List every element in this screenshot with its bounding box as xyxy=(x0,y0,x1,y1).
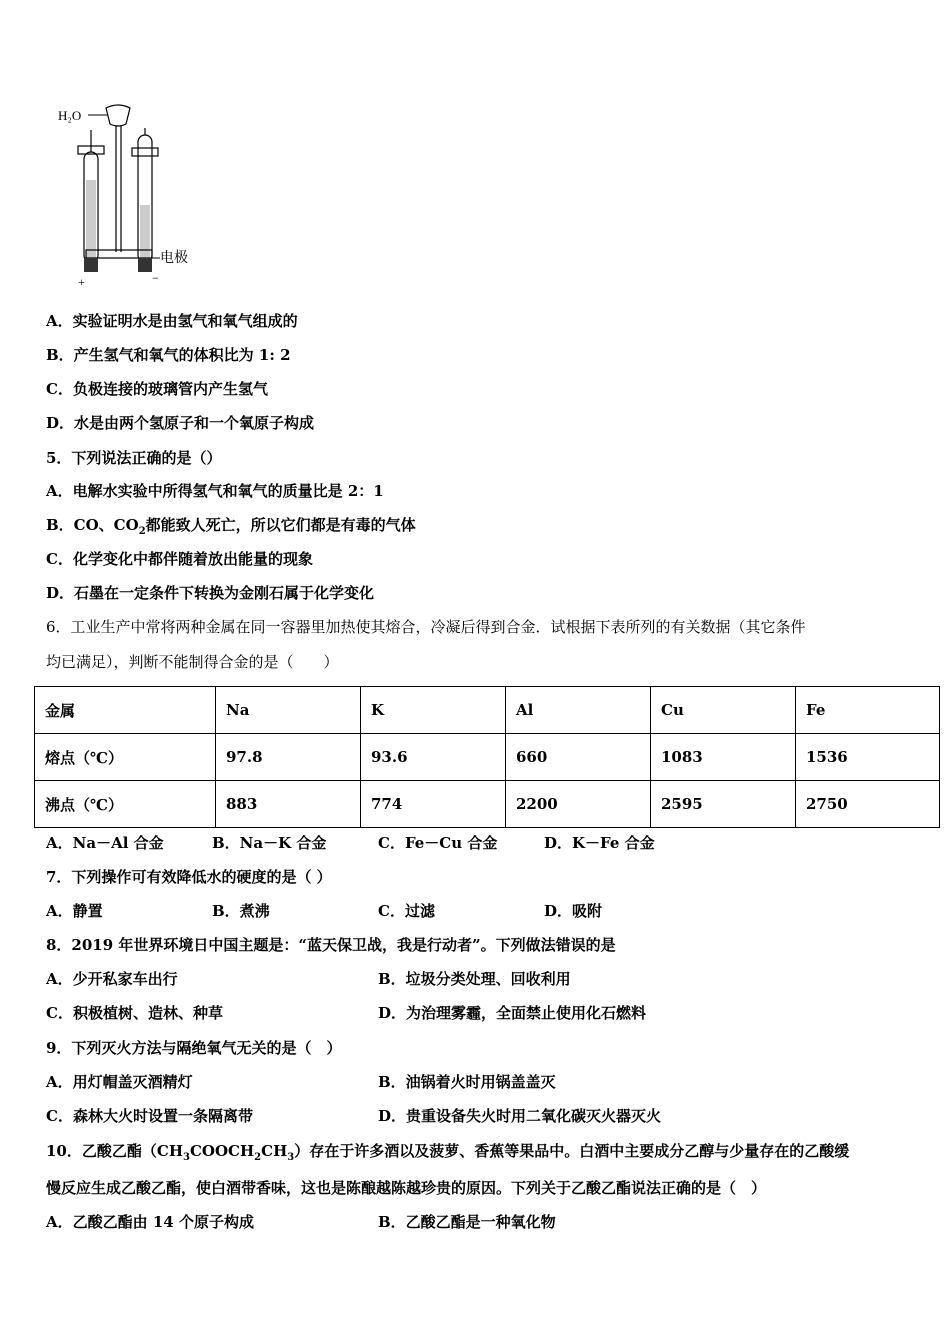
water-label: H₂O xyxy=(58,108,82,123)
table-row xyxy=(35,781,940,828)
table-cell: 774 xyxy=(361,781,506,828)
plus-label: + xyxy=(78,275,85,289)
electrolysis-apparatus-figure xyxy=(56,100,206,290)
electrode-label: 电极 xyxy=(160,250,188,266)
q7-option-c: C．过滤 xyxy=(378,902,435,920)
table-cell: 660 xyxy=(506,734,651,781)
q8-option-b: B．垃圾分类处理、回收利用 xyxy=(378,970,571,988)
q5-option-b-subscript: 2 xyxy=(138,526,146,537)
table-cell: 熔点（℃） xyxy=(35,734,216,781)
q5-option-c: C．化学变化中都伴随着放出能量的现象 xyxy=(46,550,313,568)
q9-option-c: C．森林大火时设置一条隔离带 xyxy=(46,1107,253,1125)
table-header-cell: Cu xyxy=(651,687,796,734)
table-header-cell: 金属 xyxy=(35,687,216,734)
q10-stem-line1 xyxy=(46,1141,849,1168)
q6-option-a: A．Na－Al 合金 xyxy=(46,834,164,852)
table-header-cell: Al xyxy=(506,687,651,734)
q6-options xyxy=(46,833,655,853)
table-header-cell: K xyxy=(361,687,506,734)
q5-option-b xyxy=(46,515,416,542)
q7-option-a: A．静置 xyxy=(46,902,103,920)
q10-subscript: 3 xyxy=(287,1152,295,1163)
q6-stem-line1: 6．工业生产中常将两种金属在同一容器里加热使其熔合，冷凝后得到合金．试根据下表所列的有关数据（其它条件 xyxy=(46,618,806,636)
q6-option-b: B．Na－K 合金 xyxy=(212,834,327,852)
table-header-cell: Na xyxy=(216,687,361,734)
table-cell: 1083 xyxy=(651,734,796,781)
q4-option-d: D．水是由两个氢原子和一个氧原子构成 xyxy=(46,414,315,432)
q6-option-c: C．Fe－Cu 合金 xyxy=(378,834,498,852)
q10-option-a: A．乙酸乙酯由 14 个原子构成 xyxy=(46,1213,254,1231)
q7-option-b: B．煮沸 xyxy=(212,902,270,920)
q10-stem-part-c: CH xyxy=(261,1142,288,1160)
table-cell: 93.6 xyxy=(361,734,506,781)
q4-option-b: B．产生氢气和氧气的体积比为 1: 2 xyxy=(46,346,291,364)
table-cell: 97.8 xyxy=(216,734,361,781)
q10-stem-part-b: COOCH xyxy=(189,1142,255,1160)
q9-option-a: A．用灯帽盖灭酒精灯 xyxy=(46,1073,193,1091)
q5-stem: 5．下列说法正确的是（） xyxy=(46,449,222,467)
q7-stem: 7．下列操作可有效降低水的硬度的是（ ） xyxy=(46,868,332,886)
q7-option-d: D．吸附 xyxy=(544,902,603,920)
q6-stem-line2: 均已满足），判断不能制得合金的是（ ） xyxy=(46,653,339,671)
q5-option-b-suffix: 都能致人死亡，所以它们都是有毒的气体 xyxy=(145,516,416,534)
q10-stem-part-d: ）存在于许多酒以及菠萝、香蕉等果品中。白酒中主要成分乙醇与少量存在的乙酸缓 xyxy=(294,1142,850,1160)
q10-subscript: 2 xyxy=(254,1152,262,1163)
table-header-row xyxy=(35,687,940,734)
q8-option-c: C．积极植树、造林、种草 xyxy=(46,1004,223,1022)
q10-subscript: 3 xyxy=(183,1152,190,1163)
q4-option-a: A．实验证明水是由氢气和氧气组成的 xyxy=(46,312,298,330)
table-cell: 2750 xyxy=(796,781,940,828)
table-cell: 2200 xyxy=(506,781,651,828)
q5-option-d: D．石墨在一定条件下转换为金刚石属于化学变化 xyxy=(46,584,375,602)
table-cell: 883 xyxy=(216,781,361,828)
q8-option-a: A．少开私家车出行 xyxy=(46,970,178,988)
q7-options xyxy=(46,901,602,921)
table-cell: 沸点（℃） xyxy=(35,781,216,828)
q9-option-d: D．贵重设备失火时用二氧化碳灭火器灭火 xyxy=(378,1107,662,1125)
q9-stem: 9．下列灭火方法与隔绝氧气无关的是（ ） xyxy=(46,1039,342,1057)
q10-stem-part-a: 10．乙酸乙酯（CH xyxy=(46,1142,183,1160)
q5-option-b-prefix: B．CO、CO xyxy=(46,516,139,534)
q6-option-d: D．K－Fe 合金 xyxy=(544,834,655,852)
q8-option-d: D．为治理雾霾，全面禁止使用化石燃料 xyxy=(378,1004,647,1022)
minus-label: − xyxy=(152,271,159,285)
q10-stem-line2: 慢反应生成乙酸乙酯，使白酒带香味，这也是陈酿越陈越珍贵的原因。下列关于乙酸乙酯说法正确的是（ ） xyxy=(46,1179,767,1197)
q10-option-b: B．乙酸乙酯是一种氧化物 xyxy=(378,1213,556,1231)
table-row xyxy=(35,734,940,781)
q8-stem: 8．2019 年世界环境日中国主题是：“蓝天保卫战，我是行动者”。下列做法错误的是 xyxy=(46,936,616,954)
table-header-cell: Fe xyxy=(796,687,940,734)
table-cell: 2595 xyxy=(651,781,796,828)
q4-option-c: C．负极连接的玻璃管内产生氢气 xyxy=(46,380,268,398)
table-cell: 1536 xyxy=(796,734,940,781)
q9-option-b: B．油锅着火时用锅盖盖灭 xyxy=(378,1073,556,1091)
q5-option-a: A．电解水实验中所得氢气和氧气的质量比是 2：1 xyxy=(46,482,384,500)
metal-data-table xyxy=(34,686,940,828)
